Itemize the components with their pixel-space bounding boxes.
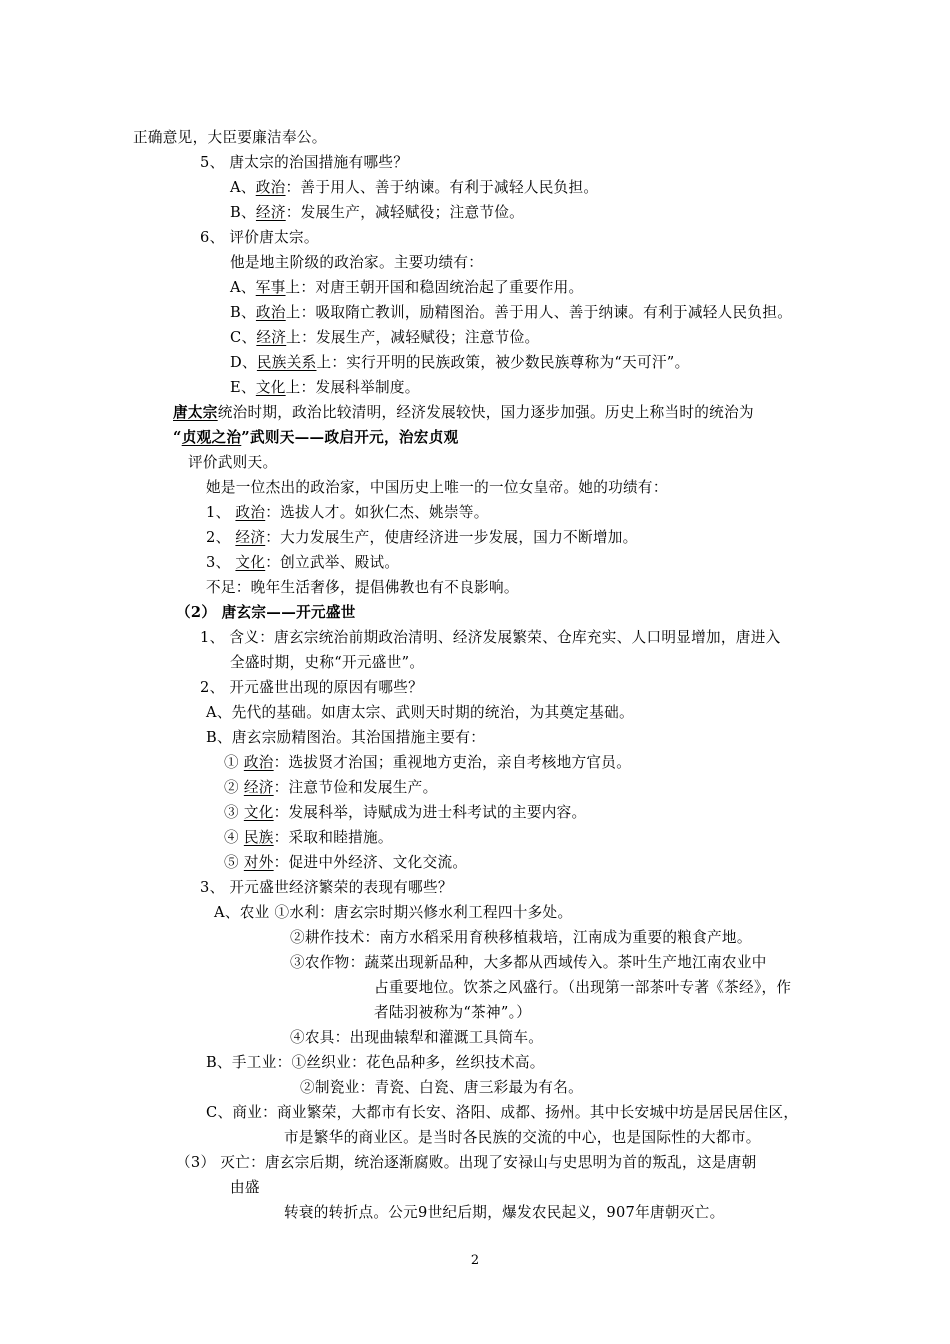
list-item: ②制瓷业：青瓷、白瓷、唐三彩最为有名。 — [300, 1079, 583, 1096]
text-line: 由盛 — [230, 1179, 260, 1196]
question-heading: 5、 唐太宗的治国措施有哪些？ — [200, 154, 409, 171]
list-item: A、政治：善于用人、善于纳谏。有利于减轻人民负担。 — [230, 179, 599, 196]
list-item: 1、 政治：选拔人才。如狄仁杰、姚崇等。 — [206, 504, 489, 521]
text-line: 1、 含义：唐玄宗统治前期政治清明、经济发展繁荣、仓库充实、人口明显增加，唐进入 — [200, 629, 781, 646]
text-line: 他是地主阶级的政治家。主要功绩有： — [230, 254, 484, 271]
text-line: 不足：晚年生活奢侈，提倡佛教也有不良影响。 — [206, 579, 519, 596]
list-item: B、政治上：吸取隋亡教训，励精图治。善于用人、善于纳谏。有利于减轻人民负担。 — [230, 304, 793, 321]
text-line: 她是一位杰出的政治家，中国历史上唯一的一位女皇帝。她的功绩有： — [206, 479, 668, 496]
section-heading: （3） 灭亡：唐玄宗后期，统治逐渐腐败。出现了安禄山与史思明为首的叛乱，这是唐朝 — [176, 1154, 757, 1171]
list-item: ②耕作技术：南方水稻采用育秧移植栽培，江南成为重要的粮食产地。 — [290, 929, 752, 946]
list-item: A、先代的基础。如唐太宗、武则天时期的统治，为其奠定基础。 — [206, 704, 634, 721]
list-item: B、唐玄宗励精图治。其治国措施主要有： — [206, 729, 486, 746]
text-line: 者陆羽被称为“茶神”。） — [374, 1004, 532, 1021]
summary-line: “贞观之治”武则天——政启开元，治宏贞观 — [173, 429, 459, 446]
question-heading: 3、 开元盛世经济繁荣的表现有哪些？ — [200, 879, 453, 896]
text-line: 市是繁华的商业区。是当时各民族的交流的中心，也是国际性的大都市。 — [284, 1129, 761, 1146]
list-item: B、经济：发展生产，减轻赋役；注意节俭。 — [230, 204, 525, 221]
list-item: C、经济上：发展生产，减轻赋役；注意节俭。 — [230, 329, 540, 346]
text-line: 正确意见，大臣要廉洁奉公。 — [133, 129, 327, 146]
question-heading: 6、 评价唐太宗。 — [200, 229, 319, 246]
text-line: 全盛时期，史称“开元盛世”。 — [230, 654, 425, 671]
page-number: 2 — [470, 1253, 480, 1268]
list-item: 3、 文化：创立武举、殿试。 — [206, 554, 400, 571]
list-item: ⑤ 对外：促进中外经济、文化交流。 — [224, 854, 468, 871]
list-item: D、民族关系上：实行开明的民族政策，被少数民族尊称为“天可汗”。 — [230, 354, 690, 371]
list-item: 2、 经济：大力发展生产，使唐经济进一步发展，国力不断增加。 — [206, 529, 638, 546]
list-item: A、农业 ①水利：唐玄宗时期兴修水利工程四十多处。 — [214, 904, 573, 921]
section-heading: （2） 唐玄宗——开元盛世 — [176, 604, 356, 621]
list-item: ② 经济：注意节俭和发展生产。 — [224, 779, 438, 796]
question-heading: 2、 开元盛世出现的原因有哪些？ — [200, 679, 424, 696]
list-item: A、军事上：对唐王朝开国和稳固统治起了重要作用。 — [230, 279, 584, 296]
list-item: ③农作物：蔬菜出现新品种，大多都从西域传入。茶叶生产地江南农业中 — [290, 954, 767, 971]
text-line: 转衰的转折点。公元9世纪后期，爆发农民起义，907年唐朝灭亡。 — [284, 1204, 725, 1221]
list-item: ① 政治：选拔贤才治国；重视地方吏治，亲自考核地方官员。 — [224, 754, 632, 771]
summary-line: 唐太宗统治时期，政治比较清明，经济发展较快，国力逐步加强。历史上称当时的统治为 — [173, 404, 754, 421]
list-item: E、文化上：发展科举制度。 — [230, 379, 420, 396]
list-item: B、手工业：①丝织业：花色品种多，丝织技术高。 — [206, 1054, 545, 1071]
text-line: 占重要地位。饮茶之风盛行。（出现第一部茶叶专著《茶经》，作 — [374, 979, 792, 996]
text-line: 评价武则天。 — [188, 454, 278, 471]
list-item: ④ 民族：采取和睦措施。 — [224, 829, 393, 846]
list-item: ③ 文化：发展科举，诗赋成为进士科考试的主要内容。 — [224, 804, 587, 821]
list-item: ④农具：出现曲辕犁和灌溉工具筒车。 — [290, 1029, 544, 1046]
list-item: C、商业：商业繁荣，大都市有长安、洛阳、成都、扬州。其中长安城中坊是居民居住区， — [206, 1104, 799, 1121]
